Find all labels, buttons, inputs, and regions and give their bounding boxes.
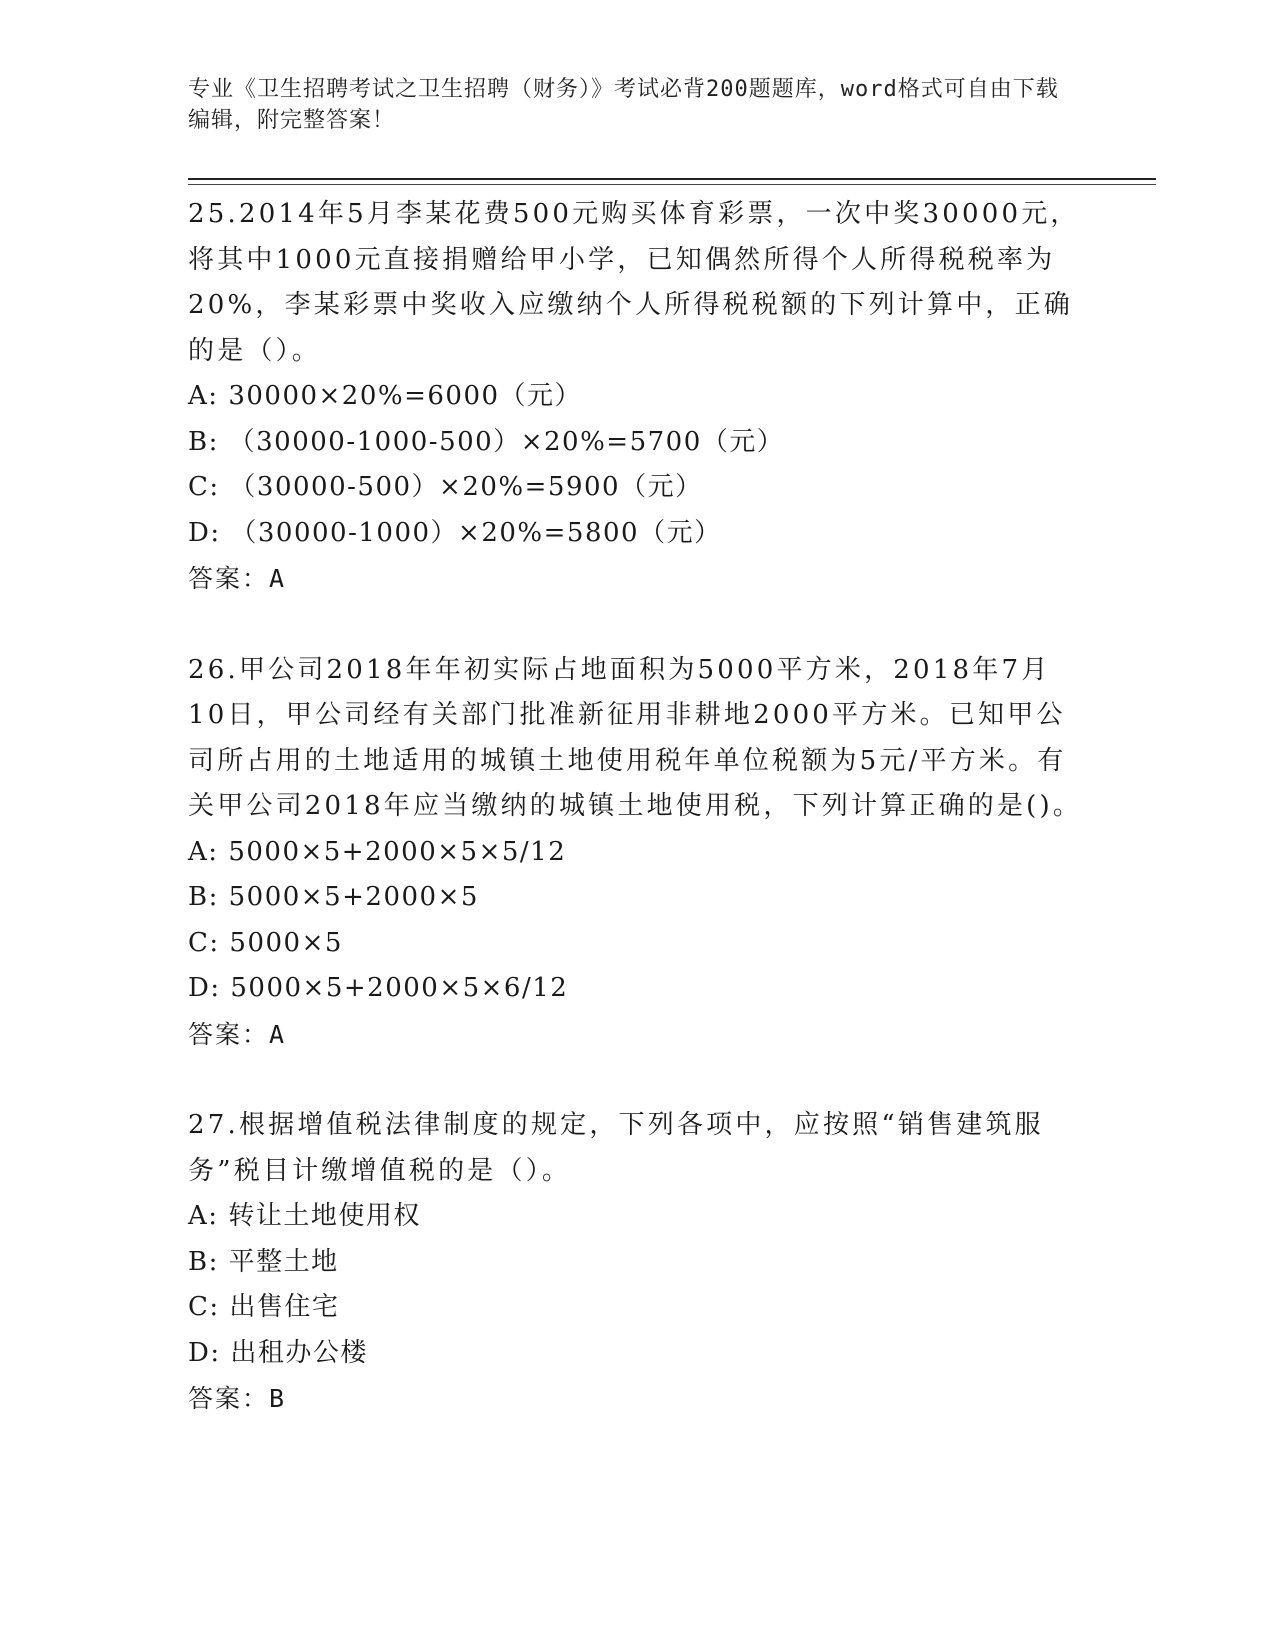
option-c <box>188 465 1088 511</box>
option-b <box>188 1240 1088 1286</box>
option-text: 5000×5 <box>229 927 343 958</box>
question-27 <box>188 1103 1088 1422</box>
option-text: （30000-1000）×20%=5800（元） <box>230 517 722 548</box>
option-letter: C: <box>188 927 220 958</box>
option-text: （30000-500）×20%=5900（元） <box>229 472 703 502</box>
option-b <box>188 420 1088 466</box>
option-letter: B: <box>188 426 219 457</box>
option-d <box>188 1331 1088 1377</box>
option-letter: A: <box>188 836 219 867</box>
option-c <box>188 1285 1088 1331</box>
answer-line: 答案：A <box>188 564 287 593</box>
question-26 <box>188 648 1088 1058</box>
option-letter: D: <box>188 1337 221 1368</box>
option-a <box>188 830 1088 876</box>
option-letter: D: <box>188 973 221 1003</box>
document-header: 专业《卫生招聘考试之卫生招聘（财务）》考试必背200题题库，word格式可自由下载编辑，附完整答案！ <box>188 77 1059 133</box>
option-b <box>188 875 1088 921</box>
question-list <box>188 192 1088 1468</box>
question-stem: 25.2014年5月李某花费500元购买体育彩票，一次中奖30000元，将其中1000元直接捐赠给甲小学，已知偶然所得个人所得税税率为20%，李某彩票中奖收入应缴纳个人所得税税额的下列计算中，正确的是（）。 <box>188 199 1080 366</box>
question-stem: 26.甲公司2018年年初实际占地面积为5000平方米，2018年7月10日，甲公司经有关部门批准新征用非耕地2000平方米。已知甲公司所占用的土地适用的城镇土地使用税年单位税额为5元/平方米。有关甲公司2018年应当缴纳的城镇土地使用税，下列计算正确的是()。 <box>188 654 1083 821</box>
option-text: 5000×5+2000×5×6/12 <box>230 973 569 1003</box>
option-letter: B: <box>188 882 219 912</box>
option-text: 转让土地使用权 <box>228 1201 421 1231</box>
option-text: 平整土地 <box>228 1246 339 1277</box>
question-stem: 27.根据增值税法律制度的规定，下列各项中，应按照“销售建筑服务”税目计缴增值税的是（）。 <box>188 1110 1044 1186</box>
option-letter: C: <box>188 472 220 502</box>
option-d <box>188 511 1088 557</box>
option-text: 5000×5+2000×5×5/12 <box>228 836 567 867</box>
question-25 <box>188 192 1088 602</box>
option-a <box>188 374 1088 420</box>
option-text: （30000-1000-500）×20%=5700（元） <box>228 426 785 457</box>
header-divider-thick <box>188 178 1156 180</box>
option-text: 30000×20%=6000（元） <box>228 381 583 411</box>
header-divider-thin <box>188 184 1156 185</box>
option-text: 出售住宅 <box>229 1292 340 1322</box>
option-letter: A: <box>188 1201 219 1231</box>
option-d <box>188 966 1088 1012</box>
option-c <box>188 921 1088 967</box>
option-letter: C: <box>188 1292 220 1322</box>
option-a <box>188 1194 1088 1240</box>
answer-line: 答案：A <box>188 1019 287 1049</box>
option-text: 出租办公楼 <box>230 1337 368 1368</box>
answer-line: 答案：B <box>188 1384 287 1413</box>
option-text: 5000×5+2000×5 <box>228 882 479 912</box>
option-letter: B: <box>188 1246 219 1277</box>
option-letter: D: <box>188 517 221 548</box>
option-letter: A: <box>188 381 219 411</box>
